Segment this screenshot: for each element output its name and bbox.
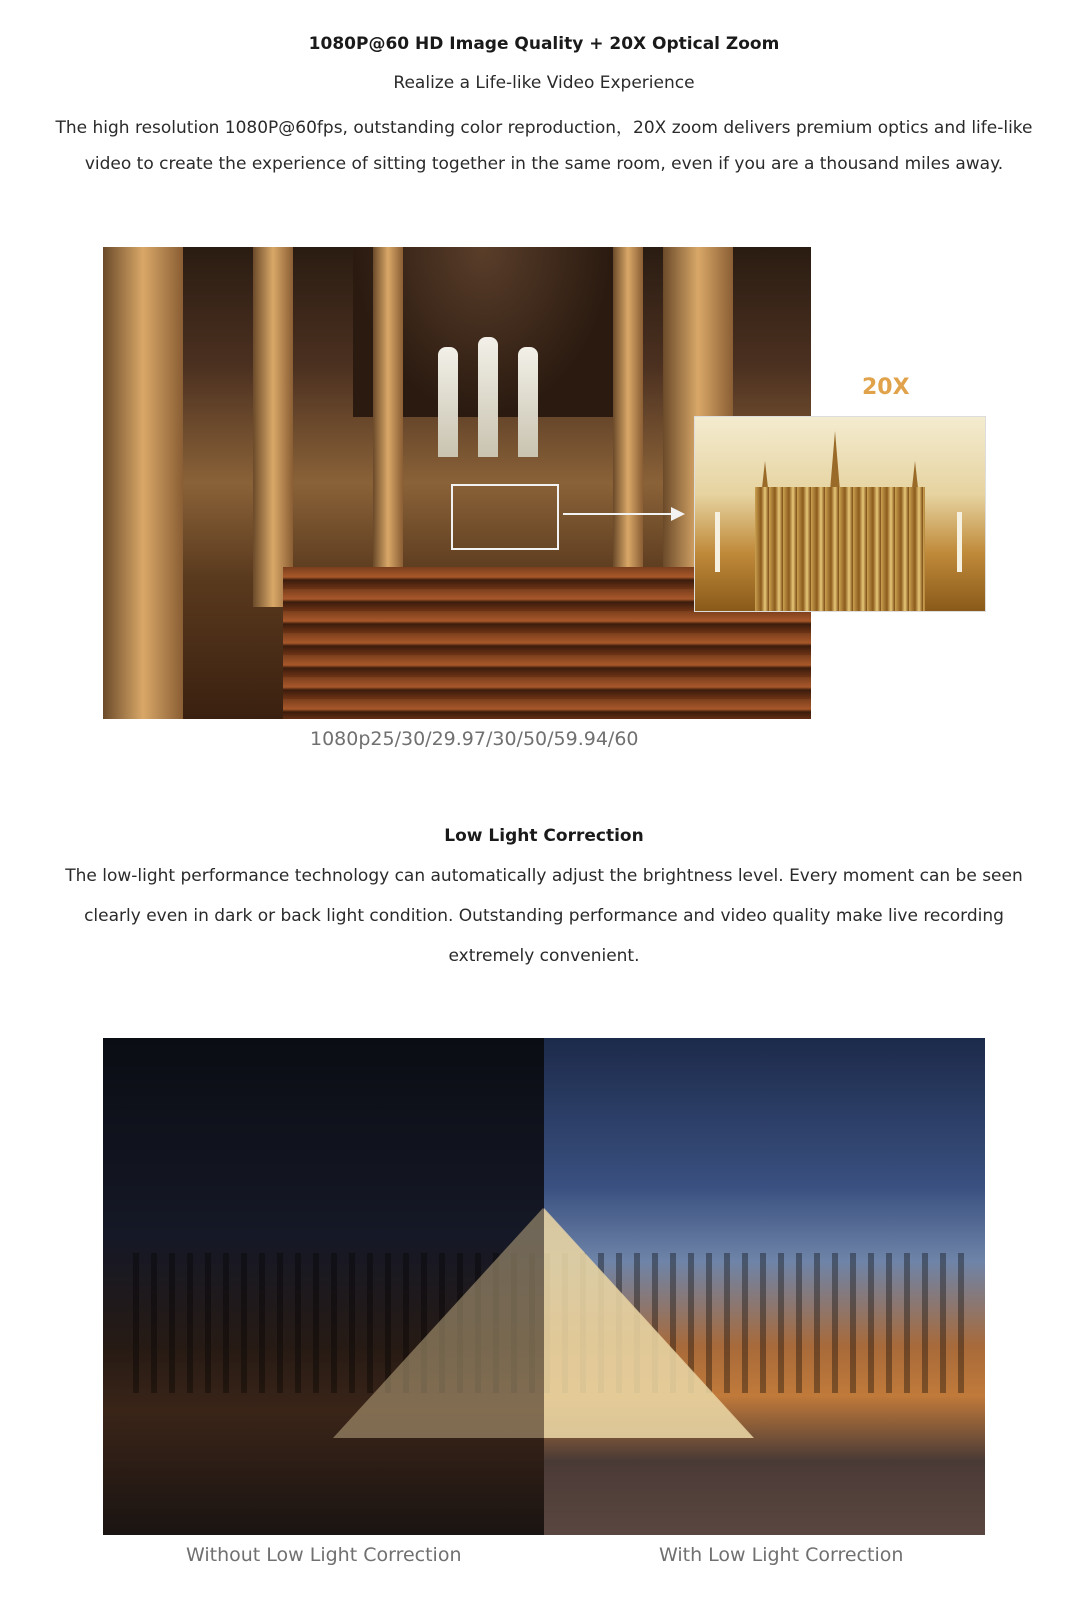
section-body-line: The high resolution 1080P@60fps, outstanding color reproduction，20X zoom delivers premium optics and life-like bbox=[55, 118, 1033, 138]
window bbox=[438, 347, 458, 457]
image-caption-framerates: 1080p25/30/29.97/30/50/59.94/60 bbox=[310, 728, 639, 750]
column bbox=[253, 247, 293, 607]
column bbox=[103, 247, 183, 719]
zoom-arrow-head bbox=[671, 507, 685, 521]
caption-without-correction: Without Low Light Correction bbox=[186, 1544, 462, 1566]
zoom-arrow bbox=[563, 513, 673, 515]
section-subheading: Realize a Life-like Video Experience bbox=[393, 73, 695, 93]
louvre-comparison-image bbox=[103, 1038, 985, 1535]
column bbox=[613, 247, 643, 567]
section-heading-zoom: 1080P@60 HD Image Quality + 20X Optical Zoom bbox=[308, 34, 780, 54]
column bbox=[373, 247, 403, 567]
section-body-line: clearly even in dark or back light condition. Outstanding performance and video quality make live recording bbox=[84, 906, 1004, 926]
section-heading-low-light: Low Light Correction bbox=[444, 826, 644, 846]
zoom-label: 20X bbox=[862, 375, 910, 400]
candle bbox=[715, 512, 720, 572]
window bbox=[478, 337, 498, 457]
candle bbox=[957, 512, 962, 572]
section-body-line: The low-light performance technology can automatically adjust the brightness level. Every moment can be seen bbox=[65, 866, 1023, 886]
zoomed-altar-image bbox=[694, 416, 986, 612]
altar bbox=[755, 487, 925, 611]
section-body-line: video to create the experience of sitting together in the same room, even if you are a thousand miles away. bbox=[84, 154, 1004, 174]
section-body-line: extremely convenient. bbox=[448, 946, 640, 966]
pyramid-lit bbox=[544, 1208, 754, 1438]
caption-with-correction: With Low Light Correction bbox=[659, 1544, 904, 1566]
window bbox=[518, 347, 538, 457]
zoom-highlight-box bbox=[451, 484, 559, 550]
